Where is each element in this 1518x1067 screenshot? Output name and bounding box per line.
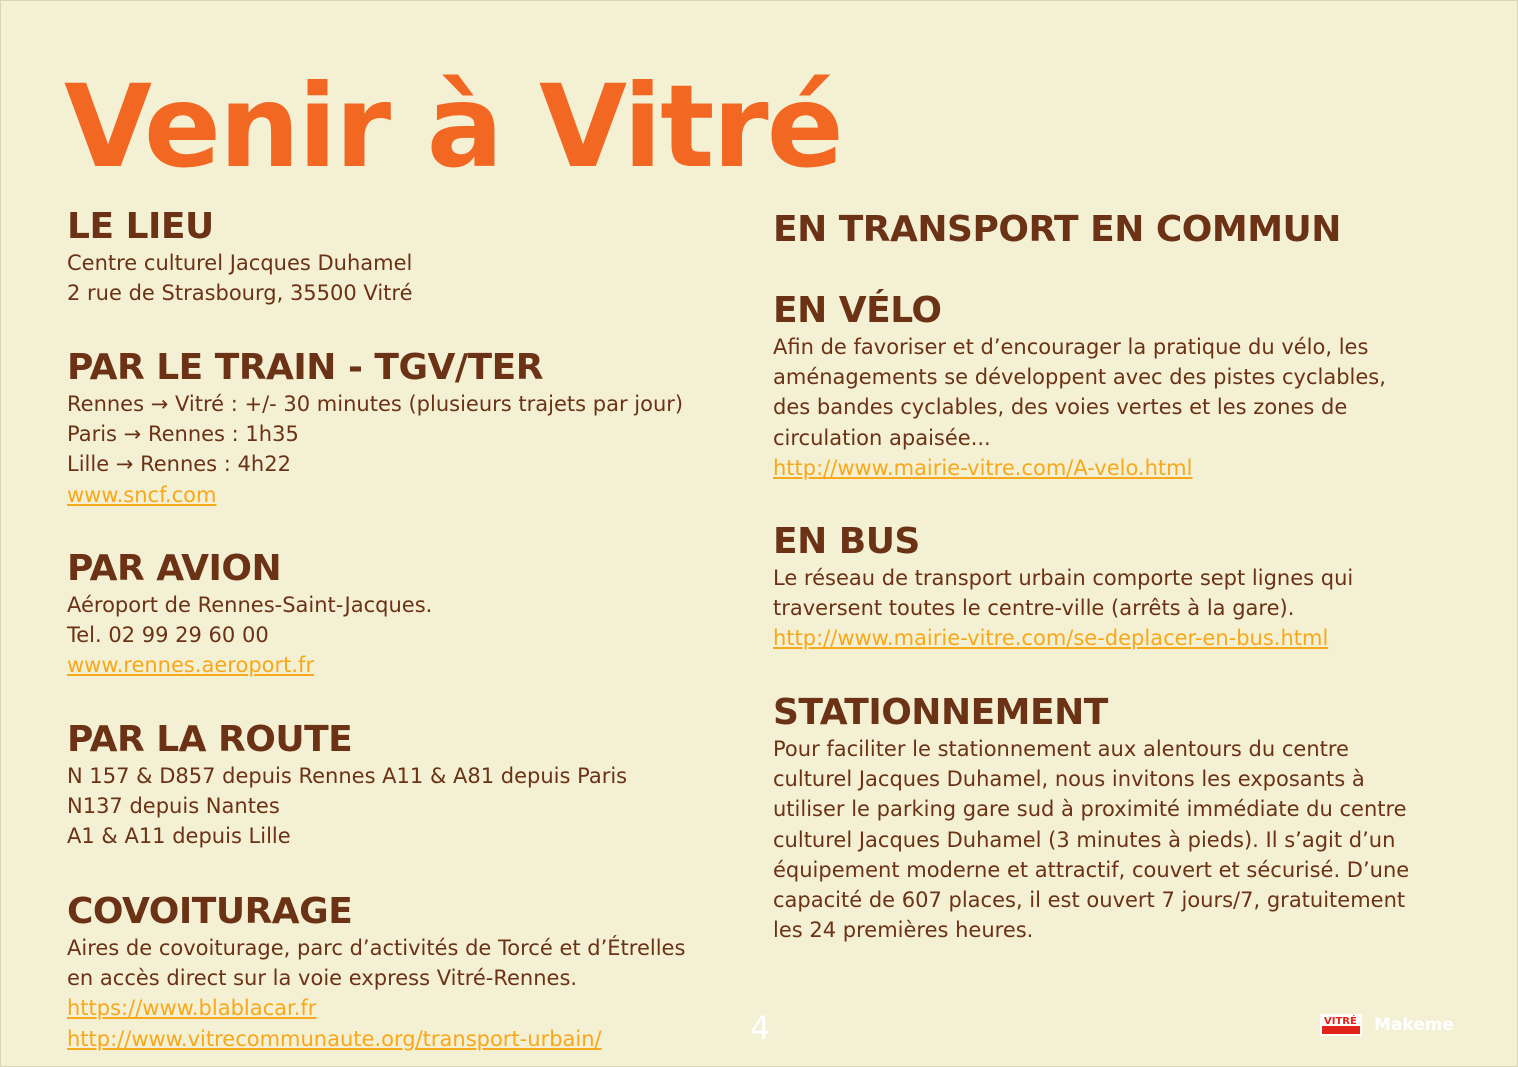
velo-line: circulation apaisée...: [773, 425, 991, 450]
avion-line: Aéroport de Rennes-Saint-Jacques.: [67, 593, 433, 617]
section-heading-route: PAR LA ROUTE: [67, 719, 353, 760]
train-line: Paris → Rennes : 1h35: [67, 422, 299, 447]
stationnement-line: les 24 premières heures.: [773, 918, 1034, 943]
train-line: Lille → Rennes : 4h22: [67, 452, 291, 477]
stationnement-line: équipement moderne et attractif, couvert et sécurisé. D’une: [773, 857, 1410, 882]
section-lieu: [67, 206, 413, 308]
bus-line: traversent toutes le centre-ville (arrêts à la gare).: [773, 596, 1295, 621]
section-heading-lieu: LE LIEU: [67, 206, 214, 247]
stationnement-line: Pour faciliter le stationnement aux alentours du centre: [773, 737, 1349, 761]
section-heading-covoiturage: COVOITURAGE: [67, 891, 353, 932]
bus-line: Le réseau de transport urbain comporte sept lignes qui: [773, 566, 1354, 590]
section-heading-avion: PAR AVION: [67, 548, 282, 589]
section-heading-stationnement: STATIONNEMENT: [773, 692, 1108, 733]
section-stationnement: [773, 692, 1409, 945]
section-heading-train: PAR LE TRAIN - TGV/TER: [67, 347, 543, 388]
section-train: [67, 347, 683, 510]
section-heading-transport: EN TRANSPORT EN COMMUN: [773, 209, 1341, 250]
section-route: [67, 719, 627, 852]
vitre-communaute-logo-icon: [1320, 1010, 1362, 1040]
velo-line: Afin de favoriser et d’encourager la pratique du vélo, les: [773, 335, 1369, 359]
section-heading-bus: EN BUS: [773, 521, 920, 562]
train-line: Rennes → Vitré : +/- 30 minutes (plusieurs trajets par jour): [67, 392, 684, 416]
stationnement-line: culturel Jacques Duhamel, nous invitons les exposants à: [773, 767, 1365, 792]
vitrecommunaute-link[interactable]: http://www.vitrecommunaute.org/transport-urbain/: [67, 1026, 602, 1051]
svg-text:VITRÉ: VITRÉ: [1324, 1016, 1357, 1027]
section-heading-velo: EN VÉLO: [773, 290, 942, 331]
page-title: Venir à Vitré: [64, 60, 842, 193]
stationnement-line: culturel Jacques Duhamel (3 minutes à pieds). Il s’agit d’un: [773, 827, 1396, 852]
stationnement-line: utiliser le parking gare sud à proximité immédiate du centre: [773, 797, 1407, 822]
route-line: N137 depuis Nantes: [67, 794, 280, 819]
route-line: A1 & A11 depuis Lille: [67, 824, 291, 849]
lieu-line: 2 rue de Strasbourg, 35500 Vitré: [67, 281, 413, 306]
page-number: 4: [750, 1009, 771, 1047]
aeroport-link[interactable]: www.rennes.aeroport.fr: [67, 653, 315, 678]
sncf-link[interactable]: www.sncf.com: [67, 482, 217, 507]
route-line: N 157 & D857 depuis Rennes A11 & A81 depuis Paris: [67, 764, 628, 788]
section-transport: [773, 209, 1341, 251]
velo-line: des bandes cyclables, des voies vertes et les zones de: [773, 395, 1348, 420]
velo-line: aménagements se développent avec des pistes cyclables,: [773, 365, 1386, 390]
velo-link[interactable]: http://www.mairie-vitre.com/A-velo.html: [773, 455, 1193, 480]
section-velo: [773, 290, 1386, 483]
covoiturage-line: en accès direct sur la voie express Vitré-Rennes.: [67, 966, 578, 991]
lieu-line: Centre culturel Jacques Duhamel: [67, 251, 413, 275]
avion-line: Tel. 02 99 29 60 00: [67, 623, 269, 648]
section-covoiturage: [67, 891, 685, 1054]
makeme-brand: Makeme: [1374, 1015, 1455, 1035]
blablacar-link[interactable]: https://www.blablacar.fr: [67, 996, 317, 1021]
section-bus: [773, 521, 1353, 654]
bus-link[interactable]: http://www.mairie-vitre.com/se-deplacer-en-bus.html: [773, 626, 1329, 651]
section-avion: [67, 548, 432, 681]
stationnement-line: capacité de 607 places, il est ouvert 7 jours/7, gratuitement: [773, 888, 1406, 913]
covoiturage-line: Aires de covoiturage, parc d’activités de Torcé et d’Étrelles: [67, 936, 686, 960]
